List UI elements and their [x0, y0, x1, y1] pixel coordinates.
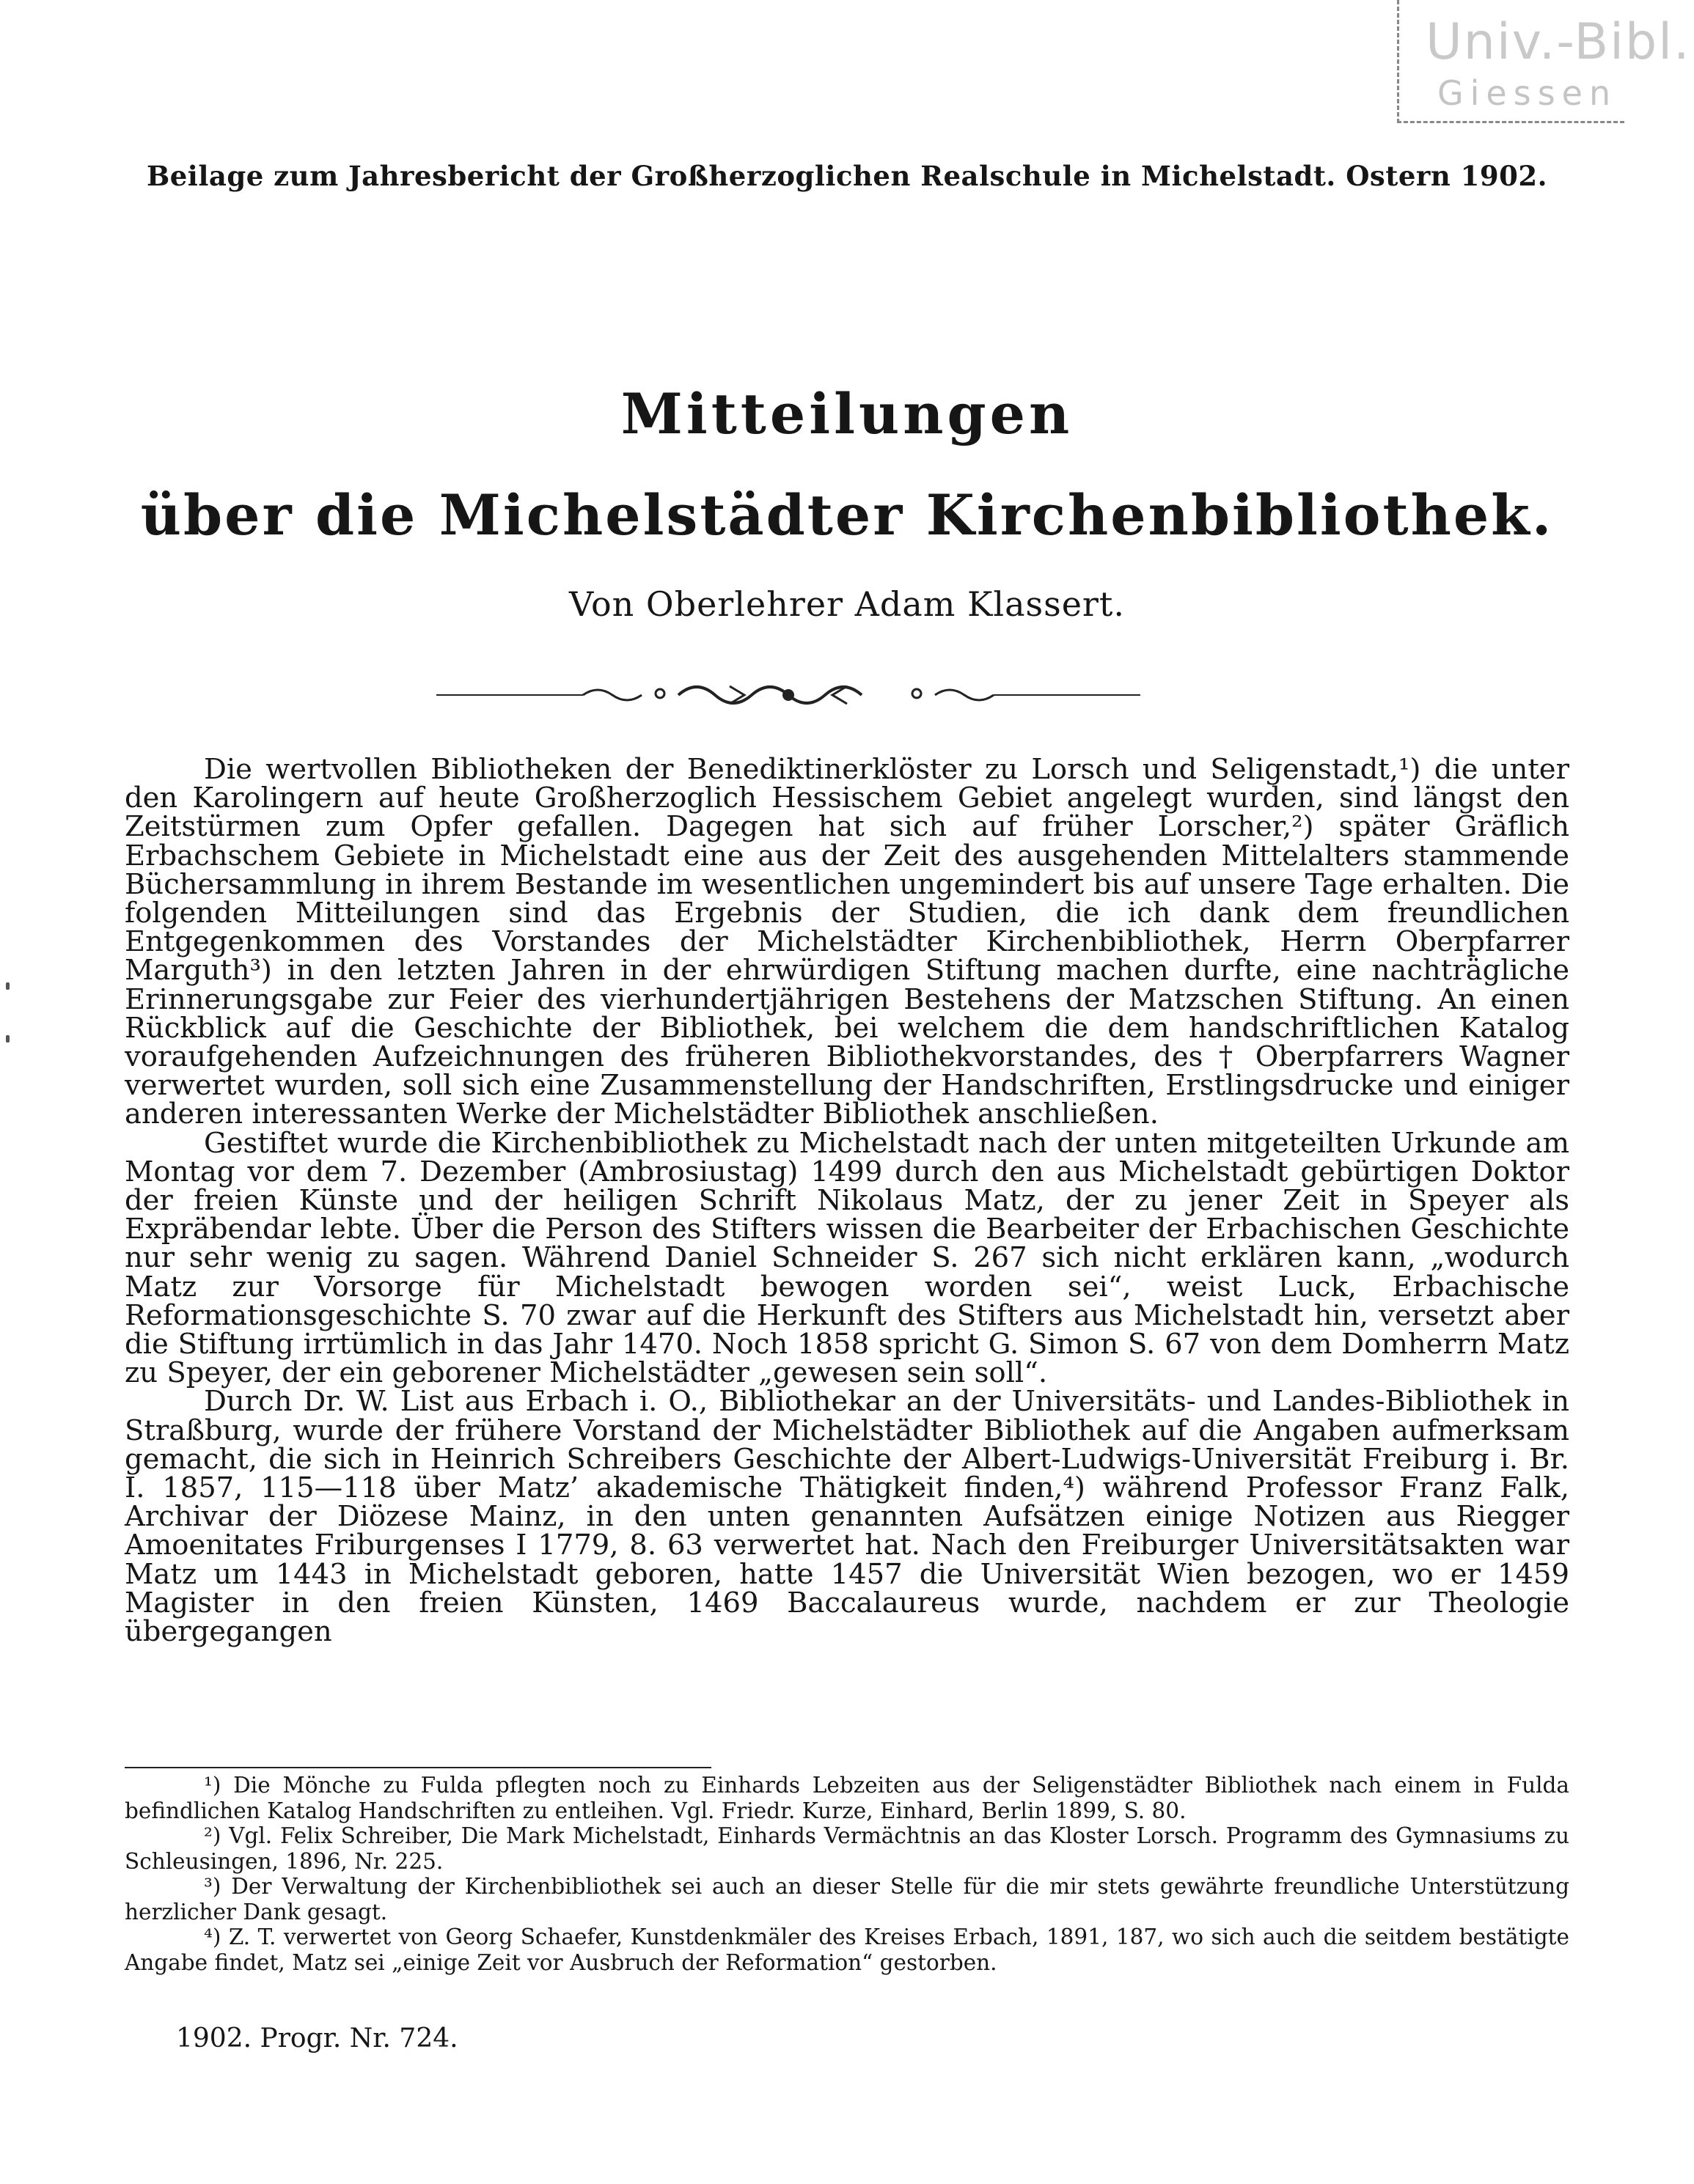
paragraph: Gestiftet wurde die Kirchenbibliothek zu Michelstadt nach der unten mitgeteilten Urkunde am Montag vor dem 7. Dezember (Ambrosiustag) 1499 durch den aus Michelstadt gebürtigen Doktor der freien Künste und der heiligen Schrift Nikolaus Matz, der zu jener Zeit in Speyer als Expräbendar lebte. Über die Person des Stifters wissen die Bearbeiter der Erbachischen Geschichte nur sehr wenig zu sagen. Während Daniel Schneider S. 267 sich nicht erklären kann, „wodurch Matz zur Vorsorge für Michelstadt bewogen worden sei“, weist Luck, Erbachische Reformationsgeschichte S. 70 zwar auf die Herkunft des Stifters aus Michelstadt hin, versetzt aber die Stiftung irrtümlich in das Jahr 1470. Noch 1858 spricht G. Simon S. 67 von dem Domherrn Matz zu Speyer, der ein geborener Michelstädter „gewesen sein soll“. [125, 1126, 1569, 1390]
margin-speck-icon [6, 982, 10, 990]
paragraph: Die wertvollen Bibliotheken der Benediktinerklöster zu Lorsch und Seligenstadt,¹) die unter den Karolingern auf heute Großherzoglich Hessischem Gebiet angelegt wurden, sind längst den Zeitstürmen zum Opfer gefallen. Dagegen hat sich auf früher Lorscher,²) später Gräflich Erbachschem Gebiete in Michelstadt eine aus der Zeit des ausgehenden Mittelalters stammende Büchersammlung in ihrem Bestande im wesentlichen ungemindert bis auf unsere Tage erhalten. Die folgenden Mitteilungen sind das Ergebnis der Studien, die ich dank dem freundlichen Entgegenkommen des Vorstandes der Michelstädter Kirchenbibliothek, Herrn Oberpfarrer Marguth³) in den letzten Jahren in der ehrwürdigen Stiftung machen durfte, eine nachträgliche Erinnerungsgabe zur Feier des vierhundertjährigen Bestehens der Matzschen Stiftung. An einen Rückblick auf die Geschichte der Bibliothek, bei welchem die dem handschriftlichen Katalog voraufgehenden Aufzeichnungen des früheren Bibliothekvorstandes, des † Oberpfarrers Wagner verwertet wurden, soll sich eine Zusammenstellung der Handschriften, Erstlingsdrucke und einiger anderen interessanten Werke der Michelstädter Bibliothek anschließen. [125, 753, 1569, 1131]
title-line-1: Mitteilungen [620, 381, 1074, 446]
stamp-line-1: Univ.-Bibl. [1426, 13, 1691, 71]
stamp-line-2: Giessen [1437, 73, 1618, 113]
footnotes [125, 1773, 1569, 1975]
report-header: Beilage zum Jahresbericht der Großherzoglichen Realschule in Michelstadt. Ostern 1902. [146, 160, 1548, 192]
library-stamp [1397, 0, 1691, 123]
footnote: ¹) Die Mönche zu Fulda pflegten noch zu Einhards Lebzeiten aus der Seligenstädter Bibliothek nach einem in Fulda befindlichen Katalog Handschriften zu entleihen. Vgl. Friedr. Kurze, Einhard, Berlin 1899, S. 80. [125, 1773, 1569, 1823]
program-number: 1902. Progr. Nr. 724. [176, 2023, 458, 2054]
footnote: ³) Der Verwaltung der Kirchenbibliothek sei auch an dieser Stelle für die mir stets gewährte freundliche Unterstützung herzlicher Dank gesagt. [125, 1874, 1569, 1924]
ornament-divider-icon [436, 673, 1140, 717]
footnote: ²) Vgl. Felix Schreiber, Die Mark Michelstadt, Einhards Vermächtnis an das Kloster Lorsch. Programm des Gymnasiums zu Schleusingen, 1896, Nr. 225. [125, 1823, 1569, 1874]
margin-speck-icon [6, 1035, 10, 1043]
footnote-rule [125, 1767, 711, 1768]
title-line-2: über die Michelstädter Kirchenbibliothek. [140, 482, 1554, 548]
footnote: ⁴) Z. T. verwertet von Georg Schaefer, Kunstdenkmäler des Kreises Erbach, 1891, 187, wo sich auch die seitdem bestätigte Angabe findet, Matz sei „einige Zeit vor Ausbruch der Reformation“ gestorben. [125, 1924, 1569, 1975]
main-text [125, 753, 1569, 1649]
paragraph: Durch Dr. W. List aus Erbach i. O., Bibliothekar an der Universitäts- und Landes-Bibliothek in Straßburg, wurde der frühere Vorstand der Michelstädter Bibliothek auf die Angaben aufmerksam gemacht, die sich in Heinrich Schreibers Geschichte der Albert-Ludwigs-Universität Freiburg i. Br. I. 1857, 115—118 über Matz’ akademische Thätigkeit finden,⁴) während Professor Franz Falk, Archivar der Diözese Mainz, in den unten genannten Aufsätzen einige Notizen aus Riegger Amoenitates Friburgenses I 1779, 8. 63 verwertet hat. Nach den Freiburger Universitätsakten war Matz um 1443 in Michelstadt geboren, hatte 1457 die Universität Wien bezogen, wo er 1459 Magister in den freien Künsten, 1469 Baccalaureus wurde, nachdem er zur Theologie übergegangen [125, 1385, 1569, 1649]
author-line: Von Oberlehrer Adam Klassert. [568, 584, 1126, 624]
